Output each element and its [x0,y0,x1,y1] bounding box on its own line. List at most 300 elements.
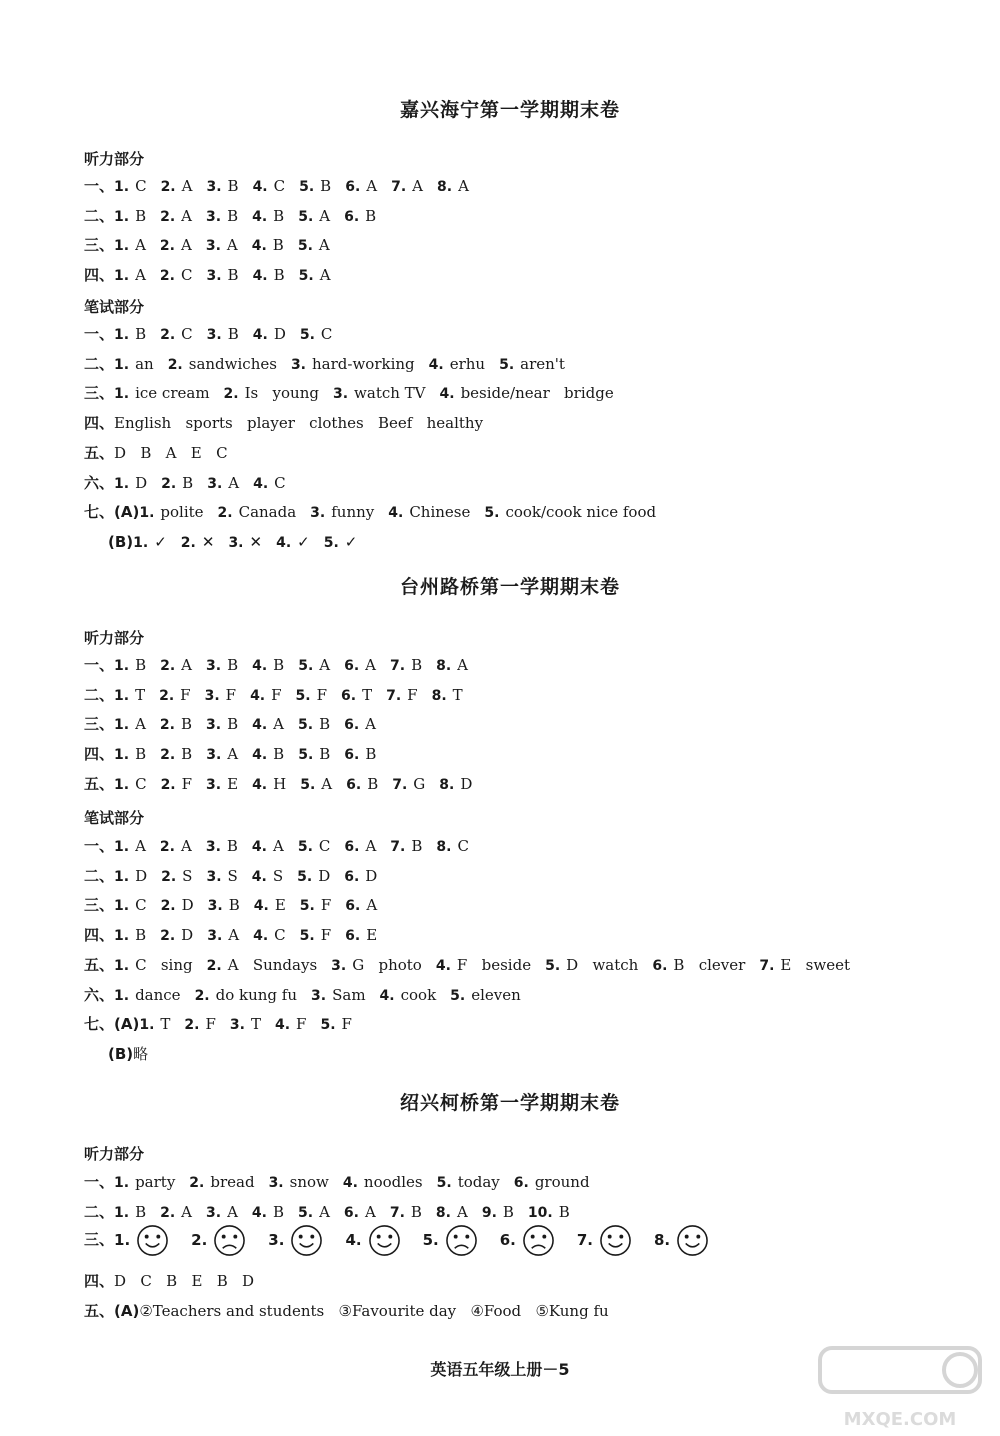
answer-text: F [180,685,191,704]
answer-item [168,354,277,375]
question-number: 6. [343,1204,359,1221]
question-number: 6. [344,208,360,225]
question-number: 2. [167,356,183,373]
question-number: 2. [159,238,175,255]
answer-item [133,532,167,553]
question-group-label: 三、 [84,715,115,734]
question-number: 2. [223,386,239,403]
question-number: 3. [310,505,326,522]
answer-text: A [226,236,238,255]
answer-text: A [365,837,377,855]
answer-item [114,774,147,795]
answer-row [84,413,960,433]
question-number: 9. [481,1204,497,1221]
answer-item [114,235,146,256]
answer-row [84,502,960,523]
question-number: 5. [299,327,315,343]
question-number: 1. [114,717,130,734]
answer-item [528,1202,570,1223]
answer-text: A [365,715,377,734]
question-number: 1. [139,1017,155,1034]
answer-text: B [365,745,377,764]
question-group-label: 一、 [84,656,115,674]
question-number: 4. [253,475,269,492]
answer-item [253,265,285,286]
answer-text: B [319,745,331,764]
answer-text: A [181,206,193,225]
answer-text: B [319,715,331,734]
answer-text: erhu [449,354,486,373]
answer-item [390,1202,422,1223]
question-group-label: 一、 [84,1173,115,1191]
answer-text: B [365,206,377,225]
question-group-label: 六、 [84,985,115,1004]
question-number: 1. [114,687,130,704]
question-number: 3. [206,717,222,734]
question-number: 5. [436,1175,452,1191]
question-group-label: 三、 [84,1230,115,1249]
answer-text: S [227,866,238,885]
answer-item [207,473,239,494]
answer-text: E [227,774,239,793]
question-number: 3. [207,898,223,915]
answer-item [333,383,426,404]
answer-row [84,354,960,375]
answer-item [252,655,284,676]
question-group-label: (B) [108,1044,134,1063]
question-group-label: 四、 [84,414,115,433]
question-group-label: 五、 [84,774,115,793]
question-number: 4. [251,868,267,885]
answer-text: A [319,1202,330,1221]
answer-item [344,206,376,227]
answer-text: C [181,325,193,343]
question-number: 5. [298,268,314,285]
answer-text: T [135,685,146,704]
question-number: 4. [252,208,268,225]
question-number: 3. [206,1204,222,1221]
question-number: 3. [206,268,222,285]
answer-item [436,836,469,857]
answer-item [114,265,146,286]
question-number: 4. [251,238,267,255]
answer-item [114,383,210,404]
question-group-label: 三、 [84,896,115,915]
answer-text: F [316,685,328,704]
answer-text: A [412,177,424,195]
smiley-happy-icon [136,1224,169,1257]
answer-text: G [413,774,426,793]
question-number: 5. [299,928,315,945]
answer-row [84,265,960,286]
smiley-happy-icon [676,1224,709,1257]
question-number: 4. [388,505,404,522]
question-number: 3. [206,179,222,195]
answer-item [436,655,468,676]
answer-item [114,985,181,1006]
answer-row [108,1044,960,1064]
answer-text: E sweet [780,955,850,974]
answer-item [205,685,236,706]
question-number: 4. [251,1204,267,1221]
answer-text: B [227,715,239,734]
answer-text: A [366,896,378,915]
answer-item [450,985,521,1006]
answer-item [440,383,614,404]
answer-item [310,502,374,523]
answer-item [224,383,319,404]
answer-item [298,836,331,857]
answer-text: A [135,266,146,285]
question-number: 5. [299,179,315,195]
answer-text: A [457,656,469,674]
question-number: 2. [160,327,176,343]
question-number: 5. [320,1017,336,1034]
question-number: 1. [114,776,130,793]
answer-text: C sing [135,955,193,974]
answer-item [345,176,377,197]
watermark-text: MXQE.COM [843,1409,957,1430]
answer-text: Is young [244,384,319,403]
answer-item [114,176,147,197]
answer-item [230,1014,261,1035]
answer-text: B [227,177,239,195]
answer-text: watch TV [354,384,426,403]
answer-item [159,685,190,706]
answer-item [181,532,215,553]
answer-text: B [272,236,284,255]
answer-item [299,265,331,286]
answer-item [160,206,192,227]
question-number: 8. [436,658,452,674]
answer-row [84,655,960,676]
answer-row [108,532,960,553]
question-number: 1. [139,505,155,522]
watermark-logo [810,1340,990,1430]
question-group-label: 四、 [84,266,115,285]
smiley-happy-icon [599,1224,632,1257]
answer-item [276,532,310,553]
answer-text: B [367,774,379,793]
question-number: 5. [298,658,314,674]
answer-item [250,685,281,706]
question-number: 6. [345,179,361,195]
question-number: 6. [344,868,360,885]
answer-text: cook/cook nice food [505,503,657,522]
answer-text: T [452,685,463,704]
answer-item [254,895,286,916]
question-number: 8. [439,776,455,793]
answer-item [206,655,238,676]
answer-text: B [411,656,423,674]
answer-text: T [160,1015,171,1034]
question-number: 3. [268,1230,285,1249]
question-number: 1. [114,1204,130,1221]
answer-text: S [272,866,284,885]
answer-row [84,443,960,463]
question-group-label: 二、 [84,354,115,373]
answer-text: B [135,926,147,945]
question-group-label: 五、(A) [84,1301,140,1320]
answer-item [252,866,283,887]
answer-row [84,383,960,404]
answer-item [161,473,193,494]
answer-item [160,1202,192,1223]
section-title: 台州路桥第一学期期末卷 [399,576,620,598]
question-group-label: 四、 [84,1272,115,1291]
answer-item [484,502,656,523]
question-number: 2. [159,839,175,855]
answer-text: B [273,266,285,285]
question-number: 2. [160,747,176,764]
answer-text: F [271,685,282,704]
listening-part-heading: 听力部分 [84,1145,145,1163]
smiley-sad-icon [445,1224,478,1257]
answer-text: Canada [238,503,297,522]
answer-item [161,895,194,916]
question-number: 6. [513,1175,529,1191]
answer-item [206,774,238,795]
question-number: 5. [299,898,315,915]
answer-item [344,1202,376,1223]
page-footer: 英语五年级上册－5 [430,1360,570,1379]
answer-item [380,985,437,1006]
question-number: 3. [228,534,244,551]
answer-text: C [318,837,331,855]
answer-text: D [365,866,378,885]
answer-item [320,1014,351,1035]
question-number: 1. [114,327,130,343]
question-number: 7. [576,1230,593,1249]
answer-text: A [273,715,285,734]
question-number: 4. [252,327,268,343]
answer-item [206,744,238,765]
question-number: 7. [390,839,406,855]
question-number: 1. [114,386,130,403]
answer-item [344,655,376,676]
answer-item [437,176,469,197]
question-number: 1. [114,987,130,1004]
question-group-label: 四、 [84,926,115,945]
answer-item [344,714,376,735]
answer-text: A [180,837,192,855]
answer-row [84,1271,960,1291]
answer-text: G photo [352,955,422,974]
answer-text: C [135,774,147,793]
answer-item [114,1172,175,1193]
answer-item [114,655,146,676]
answer-text: snow [289,1173,329,1191]
question-number: 1. [114,238,130,255]
question-number: 2. [189,1175,205,1191]
question-number: 4. [252,776,268,793]
question-group-label: 四、 [84,745,115,764]
question-group-label: 五、 [84,443,115,462]
question-number: 3. [206,776,222,793]
answer-text: A [135,715,146,734]
answer-text: funny [331,503,375,522]
answer-text: ✓ [344,532,358,551]
answer-text: eleven [471,985,521,1004]
answer-text: B [180,715,193,734]
answer-row [84,1172,960,1193]
smiley-happy-icon [368,1224,401,1257]
answer-row [84,1224,960,1257]
answer-text: C [273,177,286,195]
question-number: 2. [161,475,177,492]
section-title: 绍兴柯桥第一学期期末卷 [399,1092,620,1114]
answer-item [114,895,147,916]
question-number: 5. [323,534,339,551]
answer-text: B [135,206,147,225]
question-number: 5. [298,1204,314,1221]
answer-text: A [181,1202,193,1221]
answer-text: do kung fu [215,985,298,1004]
question-number: 4. [251,839,267,855]
answer-text: Chinese [409,503,471,522]
answer-item [184,1014,215,1035]
answer-item [114,1202,146,1223]
question-number: 1. [114,475,130,492]
answer-item [345,895,377,916]
question-group-label: 一、 [84,325,115,343]
question-number: 3. [205,839,221,855]
question-number: 2. [160,208,176,225]
question-number: 1. [114,868,130,885]
answer-row [84,176,960,197]
answer-text: F beside [456,955,532,974]
answer-item [195,985,297,1006]
answer-item [482,1202,514,1223]
answer-item [388,502,470,523]
answer-text: B [558,1202,570,1221]
listening-part-heading: 听力部分 [84,629,145,647]
answer-text: T [250,1015,261,1034]
question-number: 2. [161,868,177,885]
answer-item [189,1172,254,1193]
answer-text: noodles [363,1173,423,1191]
answer-text: ✕ [201,532,215,551]
answer-item [300,774,332,795]
answer-item [346,774,378,795]
answer-text: S [182,866,193,885]
question-number: 3. [206,208,222,225]
answer-text: E [366,926,378,945]
answer-item [252,235,284,256]
question-number: 5. [298,717,314,734]
question-number: 1. [114,356,130,373]
answer-text: A [456,1202,468,1221]
answer-text: C [180,266,193,285]
question-number: 1. [114,747,130,764]
answer-row [84,744,960,765]
answer-text: B [502,1202,514,1221]
answer-item [275,1014,306,1035]
question-number: 3. [311,987,327,1004]
question-number: 5. [545,957,561,974]
answer-item [390,655,422,676]
answer-row [84,473,960,494]
answer-text: hard-working [312,354,415,373]
answer-item [206,836,238,857]
answer-item [207,925,239,946]
answer-item [206,176,238,197]
question-number: 2. [184,1017,200,1034]
answer-item [160,925,193,946]
answer-row [84,955,960,976]
answer-item [298,714,330,735]
question-number: 6. [344,839,360,855]
question-number: 8. [436,839,452,855]
answer-text: B [273,206,285,225]
answer-item [114,925,146,946]
question-number: 6. [341,687,357,704]
answer-item [291,354,415,375]
answer-item [114,955,193,976]
answer-text: A [321,774,333,793]
answer-text: ground [534,1173,590,1191]
answer-text: F [341,1015,352,1034]
question-number: 1. [114,1230,131,1249]
question-number: 5. [298,747,314,764]
question-number: 6. [346,776,362,793]
question-group-label: 六、 [84,473,115,492]
answer-item [391,176,423,197]
answer-row [84,985,960,1006]
answer-item [429,354,485,375]
question-number: 7. [386,687,402,704]
question-number: 6. [499,1230,516,1249]
question-number: 1. [114,1175,130,1191]
answer-item [324,532,358,553]
answer-item [298,1202,330,1223]
answer-item [311,985,366,1006]
question-number: 5. [297,238,313,255]
answer-item [297,866,330,887]
question-number: 5. [499,356,515,373]
answer-item [299,176,331,197]
answer-text: beside/near bridge [460,384,614,403]
smiley-sad-icon [213,1224,246,1257]
answer-text: D [181,896,194,915]
answer-text: B [181,745,193,764]
answer-text: B [320,177,332,195]
answer-text: F [225,685,237,704]
question-number: 5. [297,868,313,885]
question-number: 4. [342,1175,358,1191]
answer-text: A [181,177,193,195]
question-group-label: 二、 [84,685,115,704]
answer-text: F [320,926,332,945]
answer-item [269,1172,329,1193]
answer-item [344,866,377,887]
question-group-label: 一、 [84,177,115,195]
answer-item [345,925,377,946]
answer-text: A [318,236,330,255]
answer-item [392,774,425,795]
question-number: 7. [389,1204,405,1221]
answer-item [206,866,237,887]
answer-text: cook [400,985,437,1004]
answer-text: A [458,177,469,195]
answer-item [331,955,422,976]
answer-item [344,744,376,765]
answer-item [161,774,192,795]
question-number: 1. [114,658,130,674]
answer-text: C [135,177,147,195]
question-number: 2. [159,268,175,285]
listening-part-heading: 听力部分 [84,150,145,168]
